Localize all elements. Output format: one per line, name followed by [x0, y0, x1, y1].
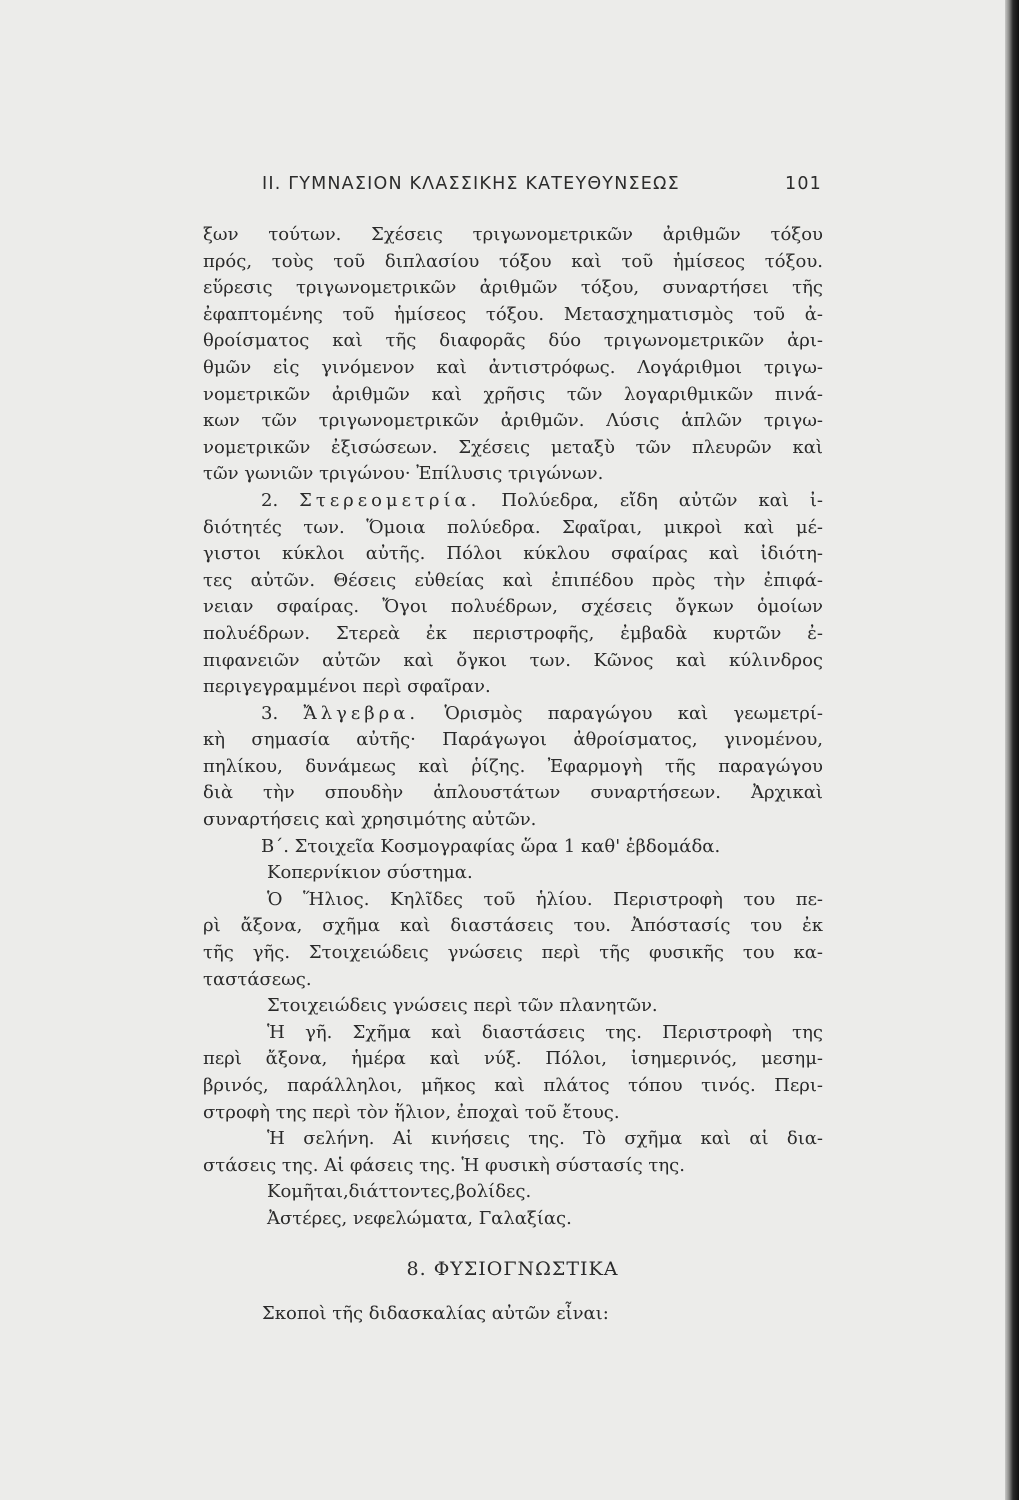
text-line: θμῶν εἰς γινόμενον καὶ ἀντιστρόφως. Λογάριθμοι τριγω-	[203, 356, 823, 378]
page-edge-shadow	[1005, 0, 1019, 1500]
section-title: ΦΥΣΙΟΓΝΩΣΤΙΚΑ	[433, 1258, 619, 1280]
stereometry-heading-line	[203, 488, 823, 515]
text-line: τες αὐτῶν. Θέσεις εὐθείας καὶ ἐπιπέδου πρὸς τὴν ἐπιφά-	[203, 569, 823, 591]
text-line: περιγεγραμμένοι περὶ σφαῖραν.	[203, 676, 491, 698]
text-line: διότητές των. Ὅμοια πολύεδρα. Σφαῖραι, μικροὶ καὶ μέ-	[203, 516, 823, 538]
text-line: πολυέδρων. Στερεὰ ἐκ περιστροφῆς, ἐμβαδὰ κυρτῶν ἐ-	[203, 622, 823, 644]
text-line: νομετρικῶν ἀριθμῶν καὶ χρῆσις τῶν λογαριθμικῶν πινά-	[203, 383, 823, 405]
text-line: περὶ ἄξονα, ἡμέρα καὶ νύξ. Πόλοι, ἰσημερινός, μεσημ-	[203, 1048, 823, 1070]
text-line: βρινός, παράλληλοι, μῆκος καὶ πλάτος τόπου τινός. Περι-	[203, 1075, 823, 1096]
text-line: εὕρεσις τριγωνομετρικῶν ἀριθμῶν τόξου, συναρτήσει τῆς	[203, 277, 823, 299]
text-line: τῶν γωνιῶν τριγώνου· Ἐπίλυσις τριγώνων.	[203, 463, 604, 485]
planets-line: Στοιχειώδεις γνώσεις περὶ τῶν πλανητῶν.	[267, 995, 658, 1017]
text-line: διὰ τὴν σπουδὴν ἁπλουστάτων συναρτήσεων. Ἀρχικαὶ	[203, 782, 823, 804]
stereometry-first: Πολύεδρα, εἴδη αὐτῶν καὶ ἰ-	[501, 489, 823, 511]
algebra-number: 3.	[261, 702, 279, 724]
text-line: συναρτήσεις καὶ χρησιμότης αὐτῶν.	[203, 809, 537, 831]
copernican-system: Κοπερνίκιον σύστημα.	[267, 862, 473, 884]
text-line: τῆς γῆς. Στοιχειώδεις γνώσεις περὶ τῆς φυσικῆς του κα-	[203, 942, 823, 964]
algebra-heading-line	[203, 701, 823, 728]
text-line: νομετρικῶν ἐξισώσεων. Σχέσεις μεταξὺ τῶν πλευρῶν καὶ	[203, 436, 823, 458]
text-line: ἐφαπτομένης τοῦ ἡμίσεος τόξου. Μετασχηματισμὸς τοῦ ἀ-	[203, 303, 823, 325]
text-line: ξων τούτων. Σχέσεις τριγωνομετρικῶν ἀριθμῶν τόξου	[203, 224, 823, 245]
algebra-title: Ἄλγεβρα.	[303, 702, 420, 724]
body-text	[203, 222, 823, 1233]
text-line: Ὁ Ἥλιος. Κηλῖδες τοῦ ἡλίου. Περιστροφὴ του πε-	[267, 888, 823, 910]
section-heading	[0, 1258, 1005, 1280]
text-line: Ἡ σελήνη. Αἱ κινήσεις της. Τὸ σχῆμα καὶ αἱ δια-	[267, 1128, 823, 1150]
text-line: κὴ σημασία αὐτῆς· Παράγωγοι ἀθροίσματος, γινομένου,	[203, 729, 823, 751]
text-line: πιφανειῶν αὐτῶν καὶ ὄγκοι των. Κῶνος καὶ κύλινδρος	[203, 649, 823, 671]
section-number: 8.	[406, 1258, 427, 1280]
comets-line: Κομῆται,διάττοντες,βολίδες.	[267, 1181, 532, 1203]
text-line: θροίσματος καὶ τῆς διαφορᾶς δύο τριγωνομετρικῶν ἀρι-	[203, 330, 823, 352]
stars-line: Ἀστέρες, νεφελώματα, Γαλαξίας.	[267, 1207, 572, 1229]
running-title: II. ΓΥΜΝΑΣΙΟΝ ΚΛΑΣΣΙΚΗΣ ΚΑΤΕΥΘΥΝΣΕΩΣ	[262, 174, 680, 194]
text-line: κων τῶν τριγωνομετρικῶν ἀριθμῶν. Λύσις ἁπλῶν τριγω-	[203, 410, 823, 432]
cosmography-heading: Β΄. Στοιχεῖα Κοσμογραφίας ὥρα 1 καθ' ἑβδομάδα.	[261, 835, 721, 857]
stereometry-title: Στερεομετρία.	[299, 489, 481, 511]
text-line: ταστάσεως.	[203, 968, 312, 990]
text-line: πρός, τοὺς τοῦ διπλασίου τόξου καὶ τοῦ ἡμίσεος τόξου.	[203, 250, 823, 272]
algebra-first: Ὁρισμὸς παραγώγου καὶ γεωμετρί-	[444, 702, 823, 724]
text-line: νειαν σφαίρας. Ὄγοι πολυέδρων, σχέσεις ὄγκων ὁμοίων	[203, 596, 823, 618]
running-head	[262, 174, 822, 204]
stereometry-number: 2.	[261, 489, 279, 511]
text-line: στροφὴ της περὶ τὸν ἥλιον, ἐποχαὶ τοῦ ἔτους.	[203, 1101, 620, 1123]
text-line: ρὶ ἄξονα, σχῆμα καὶ διαστάσεις του. Ἀπόστασίς του ἐκ	[203, 915, 823, 937]
text-line: στάσεις της. Αἱ φάσεις της. Ἡ φυσικὴ σύστασίς της.	[203, 1154, 685, 1176]
text-line: Ἡ γῆ. Σχῆμα καὶ διαστάσεις της. Περιστροφὴ της	[267, 1021, 823, 1043]
text-line: γιστοι κύκλοι αὐτῆς. Πόλοι κύκλου σφαίρας καὶ ἰδιότη-	[203, 543, 823, 565]
page-number: 101	[784, 174, 822, 194]
closing-line: Σκοποὶ τῆς διδασκαλίας αὐτῶν εἶναι:	[262, 1303, 609, 1324]
text-line: πηλίκου, δυνάμεως καὶ ῥίζης. Ἐφαρμογὴ τῆς παραγώγου	[203, 755, 823, 777]
